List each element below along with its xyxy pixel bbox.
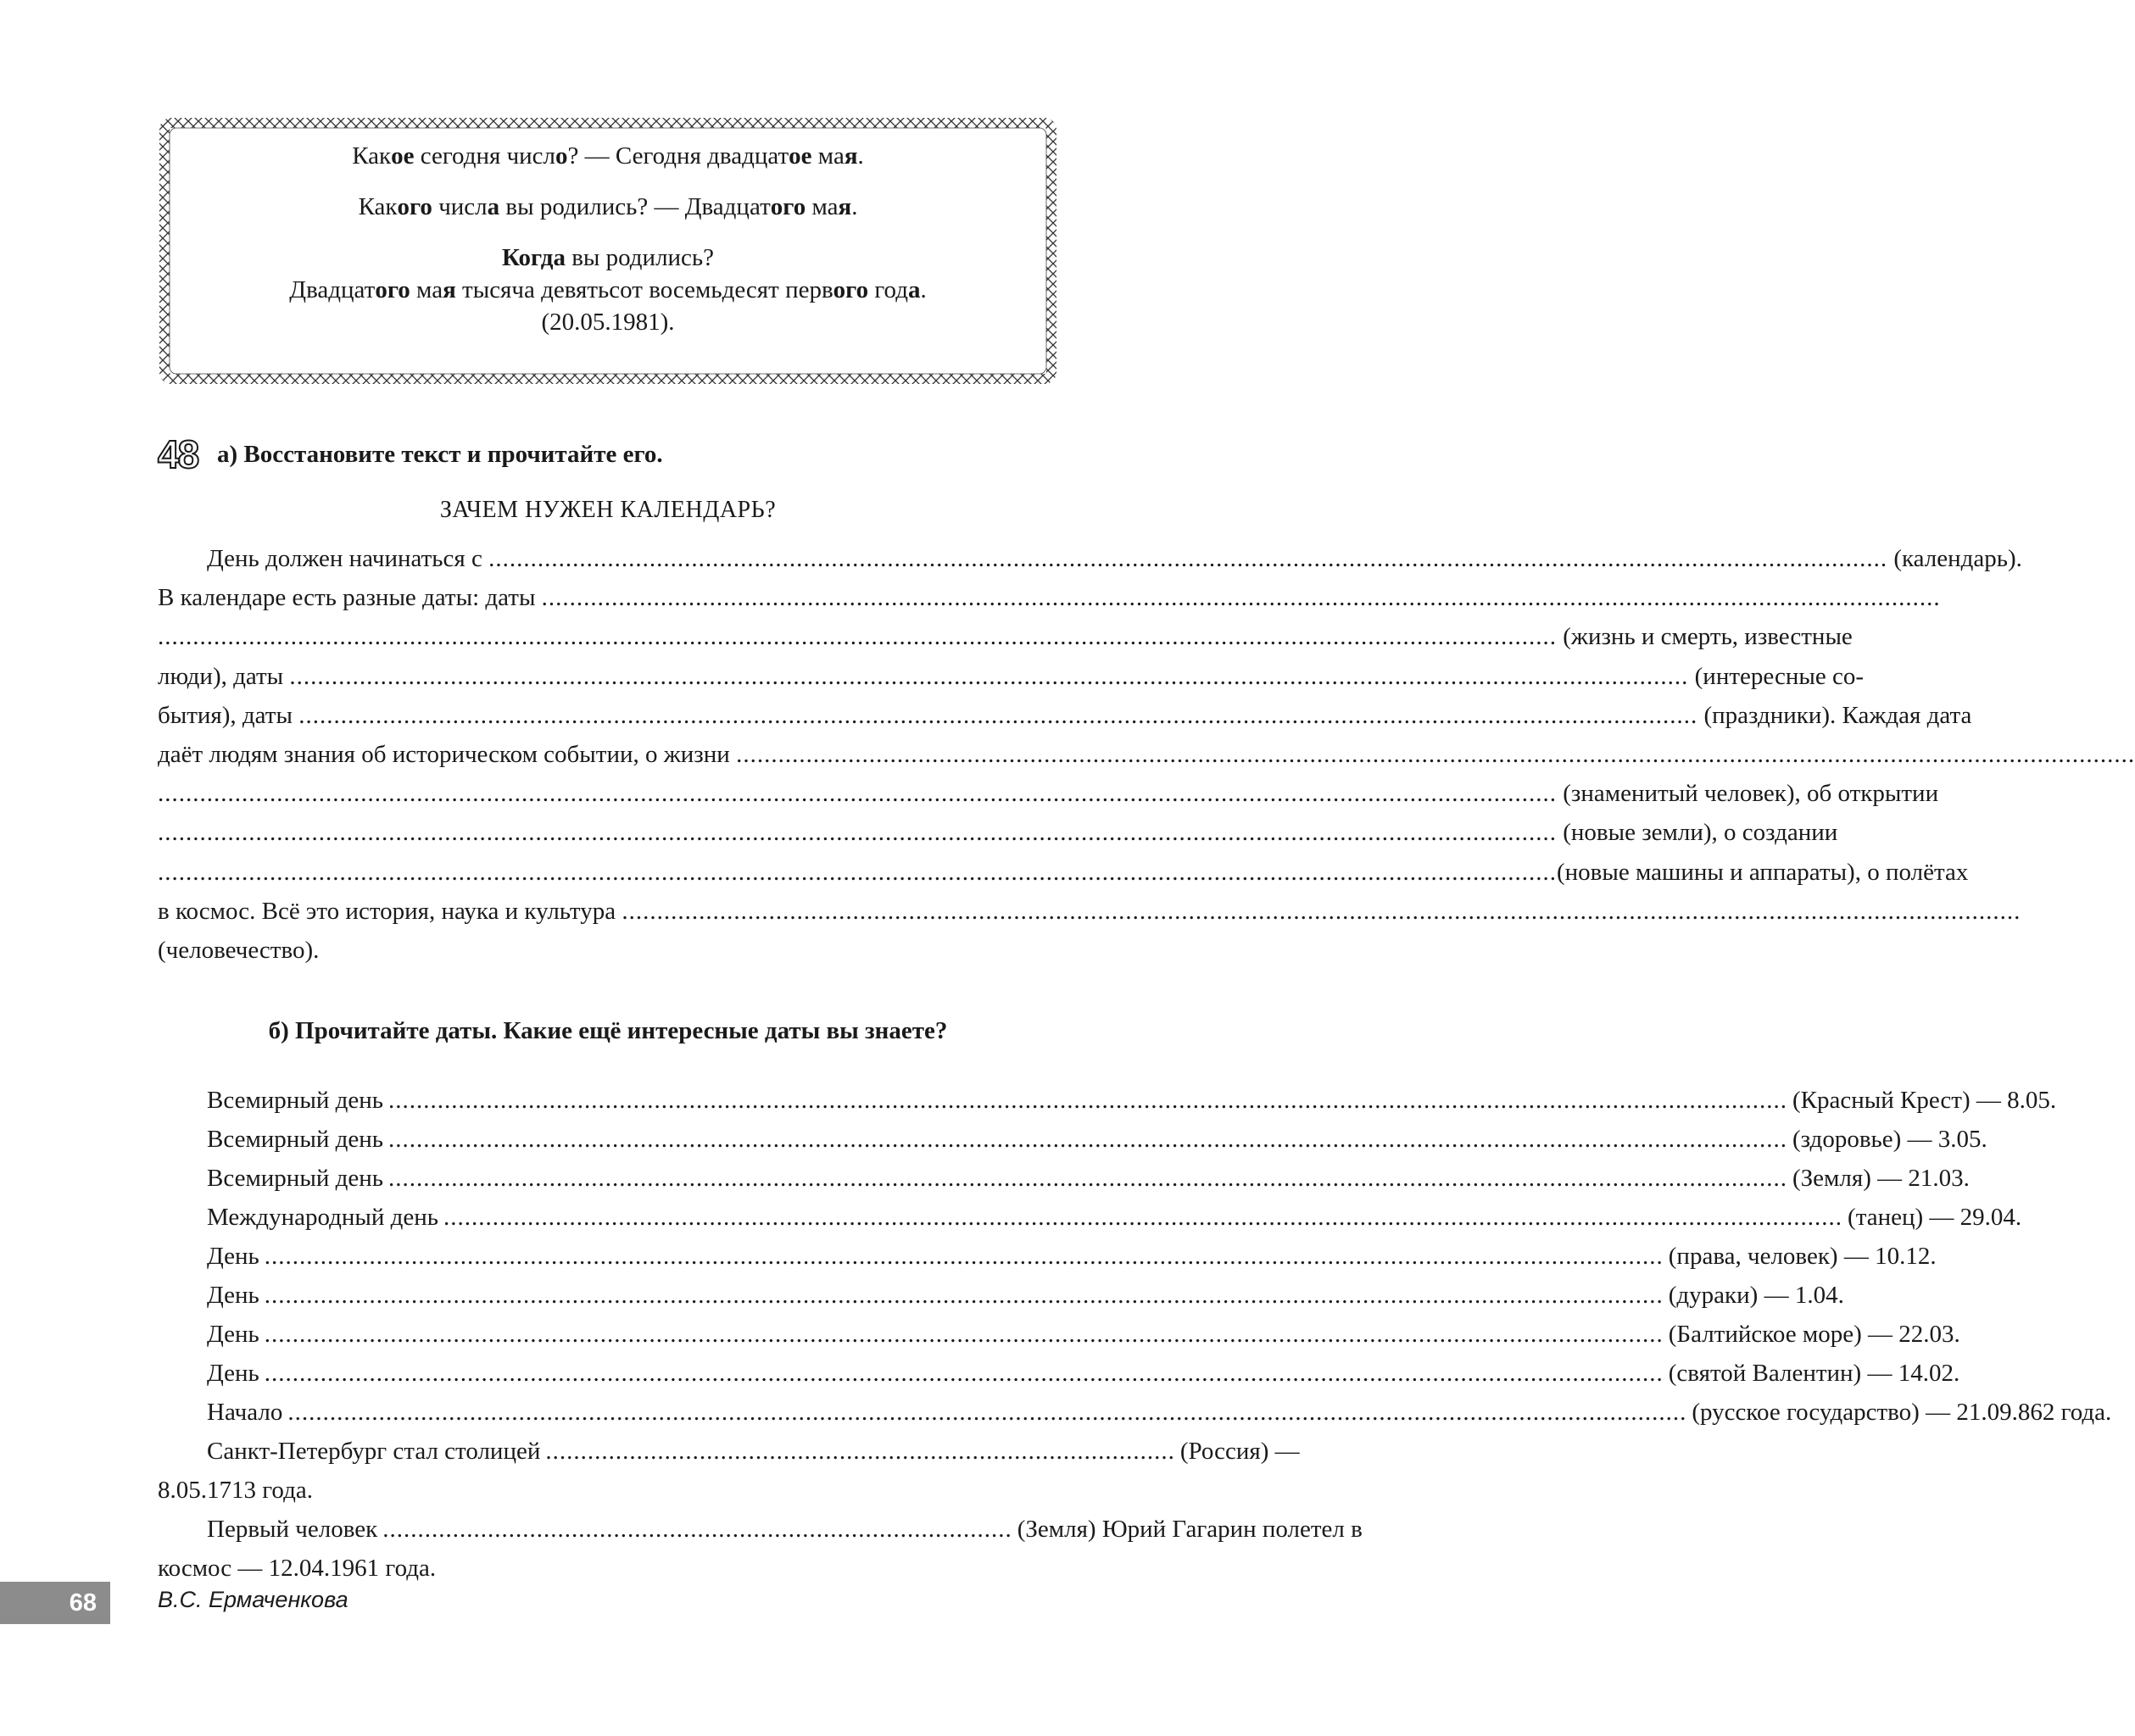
text-line-end: (календарь).: [1887, 545, 2022, 572]
text-line: [158, 735, 2135, 774]
text-line: [158, 774, 1945, 813]
date-label: Всемирный день: [207, 1165, 383, 1192]
text-line-start: (человечество).: [158, 937, 320, 965]
paragraph-gagarin: [158, 1510, 1363, 1588]
frame-line-4: Двадцатого мая тысяча девятьсот восемьдесят первого года.: [289, 276, 927, 303]
text-line-start: В календаре есть разные даты: даты: [158, 584, 542, 612]
date-value: (танец) — 29.04.: [1848, 1204, 2022, 1231]
text-line: [158, 853, 1969, 892]
date-row: [158, 1081, 2057, 1120]
date-value: (русское государство) — 21.09.862 года.: [1692, 1399, 2112, 1426]
date-row: [158, 1354, 1960, 1393]
text-line: [158, 813, 1844, 852]
text-line-end: (интересные со-: [1688, 662, 1865, 690]
date-value: (Красный Крест) — 8.05.: [1792, 1087, 2057, 1114]
text-line-start: бытия), даты: [158, 701, 299, 729]
text-line-start: в космос. Всё это история, наука и культура: [158, 897, 622, 925]
frame-line-1: Какое сегодня число? — Сегодня двадцатое мая.: [352, 142, 864, 170]
exercise-number: 48: [158, 432, 198, 476]
blank-dots: ........................................................................................................................................................................................................: [158, 858, 1557, 886]
text-line: [158, 696, 1972, 735]
fill-in-text: [158, 539, 2135, 970]
date-row: [158, 1237, 1937, 1276]
date-label: День: [207, 1282, 259, 1309]
date-value: (Балтийское море) — 22.03.: [1668, 1321, 1960, 1348]
date-label: Всемирный день: [207, 1126, 383, 1153]
date-row: [158, 1120, 1987, 1159]
blank-dots: ........................................................................................................................................................................................................: [289, 662, 1689, 690]
blank-dots: ........................................................................................................................................................................................................: [264, 1321, 1664, 1348]
paragraph-gagarin-start: Первый человек: [207, 1516, 378, 1543]
blank-dots: ........................................................................................................................................................................................................: [387, 1165, 1787, 1192]
page-number: 68: [0, 1582, 110, 1624]
paragraph-spb-end: (Россия) —: [1179, 1438, 1300, 1465]
date-label: Начало: [207, 1399, 283, 1426]
date-row: [158, 1159, 1970, 1198]
blank-dots: ........................................................................................................................................................................................................: [158, 819, 1557, 847]
blank-dots: ........................................................................................................................................................................................................: [736, 741, 2135, 769]
author-name: В.С. Ермаченкова: [158, 1587, 348, 1612]
text-line: [158, 539, 2022, 578]
blank-dots: ........................................................................................................................................................................................................: [298, 701, 1698, 729]
text-line-start: День должен начинаться с: [207, 545, 489, 572]
blank-dots: ..........................................................................................: [545, 1438, 1175, 1465]
blank-dots: ........................................................................................................................................................................................................: [488, 545, 1888, 572]
text-line-end: (новые земли), о создании: [1557, 819, 1844, 847]
paragraph-gagarin-end: (Земля) Юрий Гагарин полетел в: [1017, 1516, 1363, 1543]
blank-dots: ........................................................................................................................................................................................................: [443, 1204, 1843, 1231]
blank-dots: ........................................................................................................................................................................................................: [387, 1087, 1787, 1114]
paragraph-gagarin-date: космос — 12.04.1961 года.: [158, 1555, 437, 1582]
text-line-start: даёт людям знания об историческом событии, о жизни: [158, 741, 737, 769]
date-label: Международный день: [207, 1204, 439, 1231]
blank-dots: ........................................................................................................................................................................................................: [158, 780, 1557, 808]
date-row: [158, 1276, 1844, 1315]
frame-line-5: (20.05.1981).: [541, 309, 675, 336]
date-value: (Земля) — 21.03.: [1792, 1165, 1970, 1192]
frame-text: [192, 140, 1024, 338]
blank-dots: ........................................................................................................................................................................................................: [264, 1282, 1664, 1309]
text-title: ЗАЧЕМ НУЖЕН КАЛЕНДАРЬ?: [439, 497, 777, 523]
text-line: [158, 892, 2021, 931]
date-value: (дураки) — 1.04.: [1668, 1282, 1844, 1309]
date-label: День: [207, 1360, 259, 1387]
date-value: (права, человек) — 10.12.: [1668, 1243, 1937, 1270]
paragraph-spb-date: 8.05.1713 года.: [158, 1477, 313, 1504]
blank-dots: ........................................................................................................................................................................................................: [622, 897, 2021, 925]
text-line-end: (жизнь и смерть, известные: [1557, 623, 1853, 651]
date-row: [158, 1198, 2022, 1237]
rule-box: [158, 116, 1058, 386]
blank-dots: ........................................................................................................................................................................................................: [287, 1399, 1687, 1426]
text-line: [158, 657, 1865, 696]
frame-line-3: Когда вы родились?: [501, 244, 715, 271]
date-label: День: [207, 1321, 259, 1348]
date-row: [158, 1315, 1960, 1354]
task-a: а) Восстановите текст и прочитайте его.: [217, 440, 663, 468]
paragraph-spb-start: Санкт-Петербург стал столицей: [207, 1438, 541, 1465]
date-label: Всемирный день: [207, 1087, 383, 1114]
text-line: [158, 617, 1853, 656]
date-row: [158, 1393, 2112, 1432]
frame-line-2: Какого числа вы родились? — Двадцатого мая.: [358, 193, 858, 220]
text-line-end: (знаменитый человек), об открытии: [1557, 780, 1945, 808]
blank-dots: ........................................................................................................................................................................................................: [387, 1126, 1787, 1153]
date-value: (здоровье) — 3.05.: [1792, 1126, 1987, 1153]
blank-dots: ..........................................................................................: [382, 1516, 1012, 1543]
text-line-start: люди), даты: [158, 662, 290, 690]
dates-list: [158, 1081, 2112, 1588]
blank-dots: ........................................................................................................................................................................................................: [158, 623, 1557, 651]
date-label: День: [207, 1243, 259, 1270]
exercise-header: [158, 434, 663, 475]
blank-dots: ........................................................................................................................................................................................................: [541, 584, 1941, 612]
date-value: (святой Валентин) — 14.02.: [1668, 1360, 1960, 1387]
blank-dots: ........................................................................................................................................................................................................: [264, 1360, 1664, 1387]
text-line: [158, 931, 1058, 970]
text-line: [158, 578, 1941, 617]
blank-dots: ........................................................................................................................................................................................................: [264, 1243, 1664, 1270]
task-b: б) Прочитайте даты. Какие ещё интересные даты вы знаете?: [268, 1017, 948, 1044]
paragraph-spb: [158, 1432, 1300, 1510]
text-line-end: (новые машины и аппараты), о полётах: [1557, 858, 1969, 886]
text-line-end: (праздники). Каждая дата: [1697, 701, 1972, 729]
